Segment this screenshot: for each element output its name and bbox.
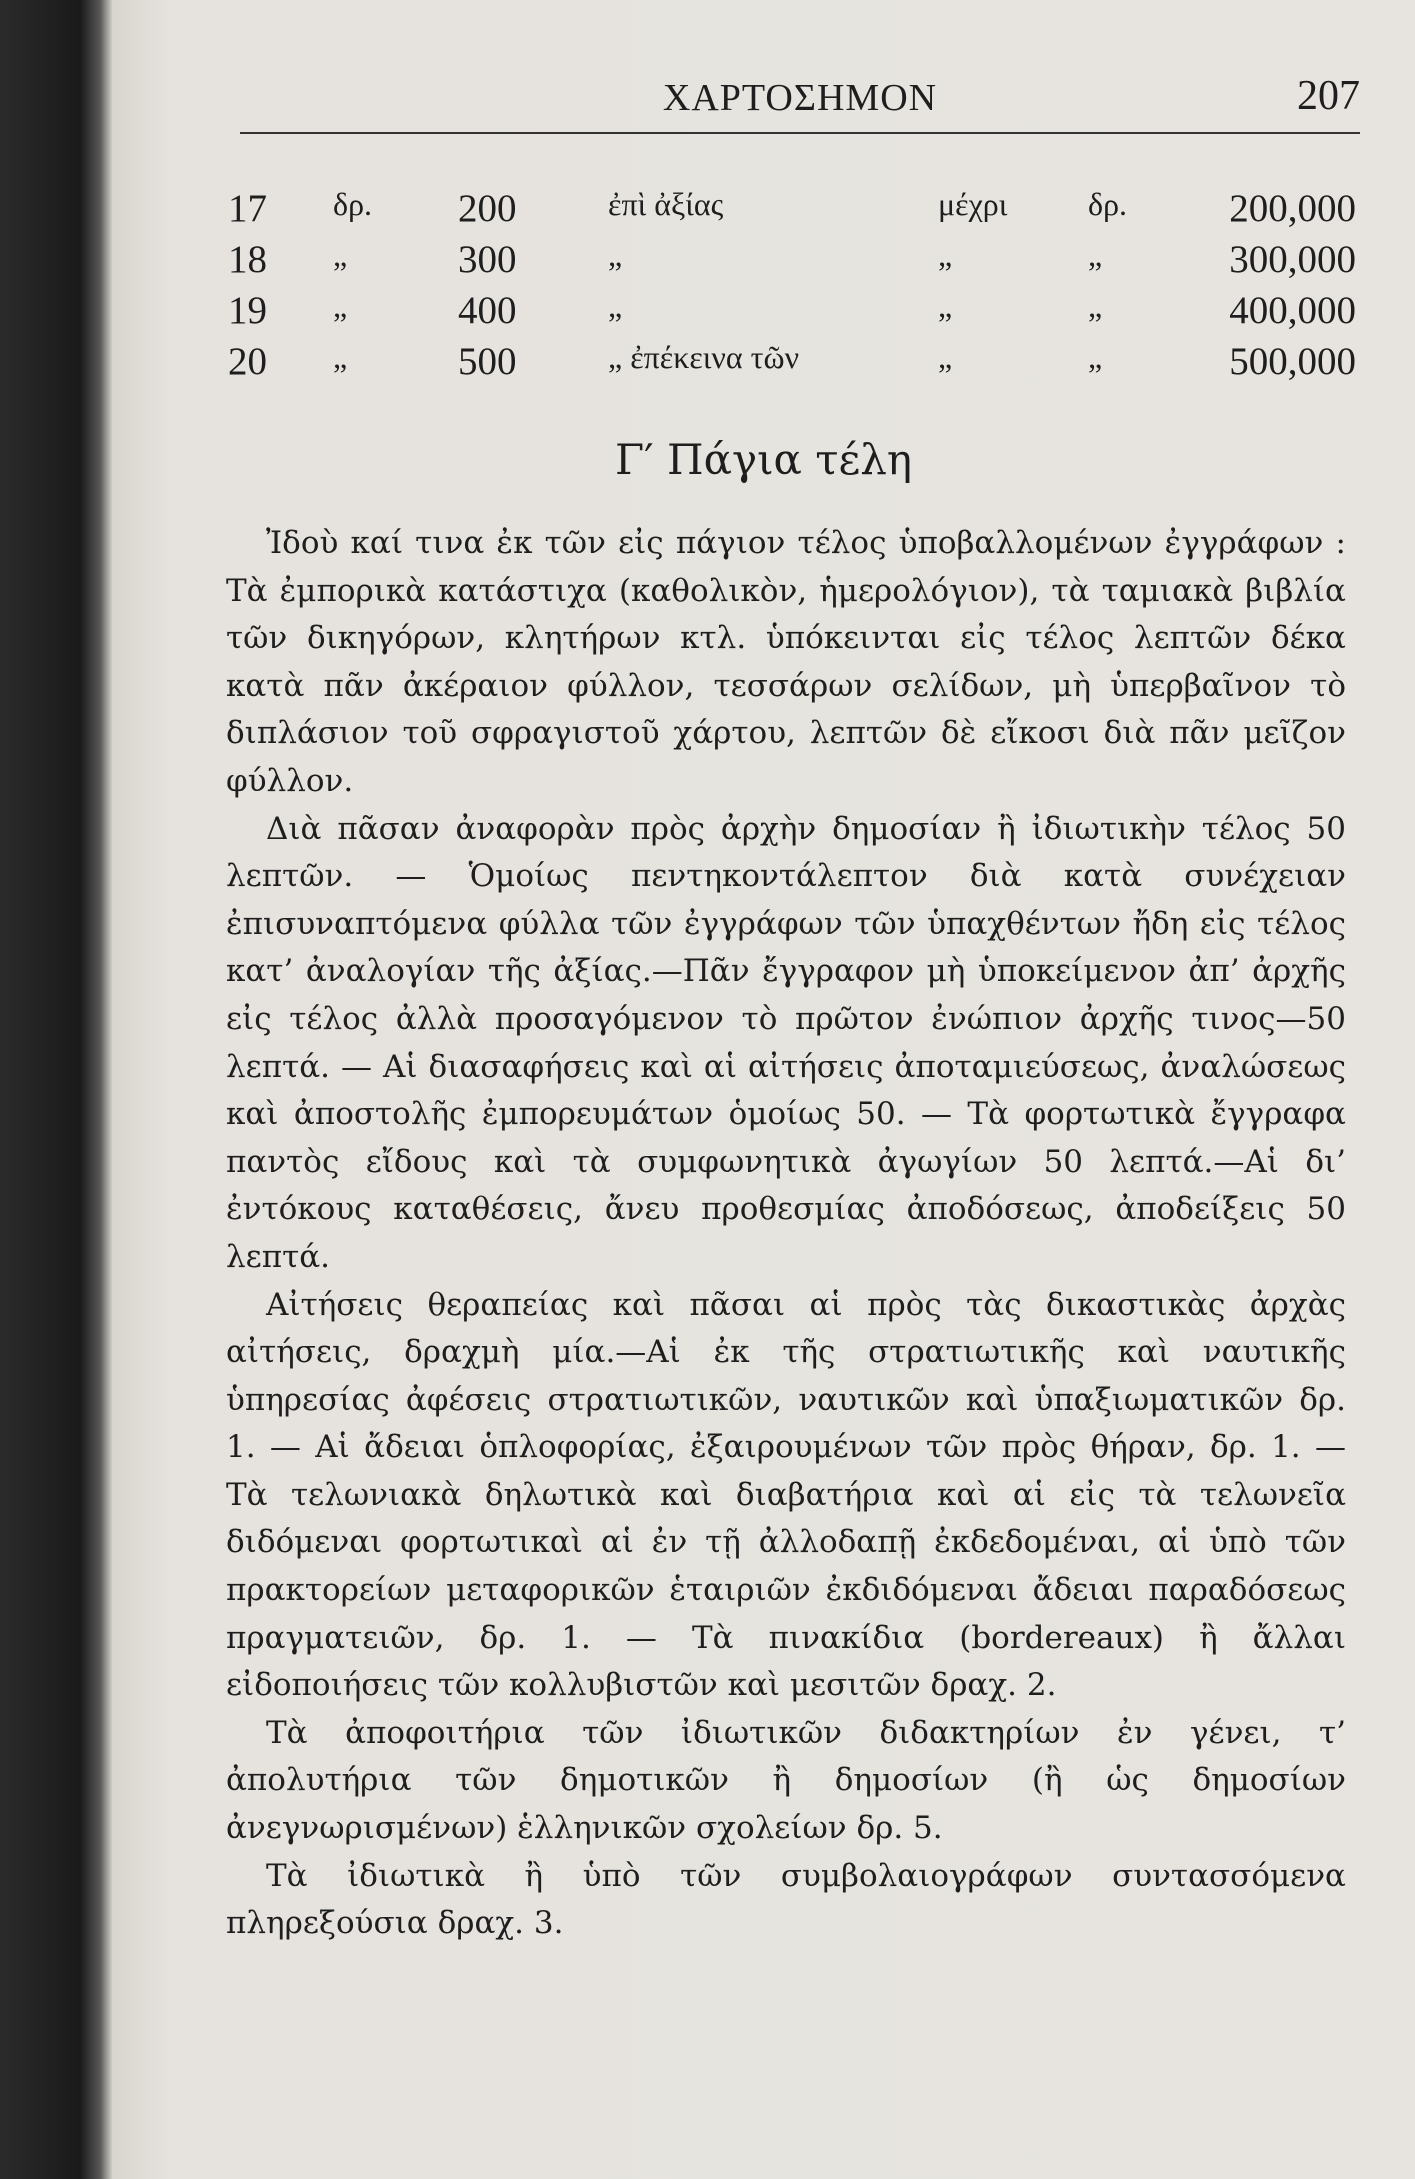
paragraph: Αἰτήσεις θεραπείας καὶ πᾶσαι αἱ πρὸς τὰς δικαστικὰς ἀρχὰς αἰτήσεις, δραχμὴ μία.—Αἱ ἐκ τῆς στρατιωτικῆς καὶ ναυτικῆς ὑπηρεσίας ἀφέσεις στρατιωτικῶν, ναυτικῶν καὶ ὑπαξιωματικῶν δρ. 1. — Αἱ ἄδειαι ὁπλοφορίας, ἐξαιρουμένων τῶν πρὸς θήραν, δρ. 1. — Τὰ τελωνιακὰ δηλωτικὰ καὶ διαβατήρια καὶ αἱ εἰς τὰ τελωνεῖα διδόμεναι φορτωτικαὶ αἱ ἐν τῇ ἀλλοδαπῇ ἐκδεδομέναι, αἱ ὑπὸ τῶν πρακτορείων μεταφορικῶν ἑταιριῶν ἐκδιδόμεναι ἄδειαι παραδόσεως πραγματειῶν, δρ. 1. — Τὰ πινακίδια (bordereaux) ἢ ἄλλαι εἰδοποιήσεις τῶν κολλυβιστῶν καὶ μεσιτῶν δραχ. 2.: [226, 1286, 1346, 1704]
row-limit: „: [938, 237, 953, 273]
table-row: [228, 237, 1356, 288]
row-limit: „: [938, 339, 953, 375]
row-value: 200: [458, 187, 517, 230]
row-number: 17: [228, 187, 267, 230]
row-value: 400: [458, 289, 517, 332]
paragraph: Τὰ ἀποφοιτήρια τῶν ἰδιωτικῶν διδακτηρίων ἐν γένει, τ’ ἀπολυτήρια τῶν δημοτικῶν ἢ δημοσίων (ἢ ὡς δημοσίων ἀνεγνωρισμένων) ἑλληνικῶν σχολείων δρ. 5.: [226, 1714, 1346, 1847]
row-prefix: ἐπὶ ἀξίας: [608, 186, 724, 222]
section-title: Γ′ Πάγια τέλη: [614, 435, 913, 484]
table-row: [228, 186, 1356, 237]
row-unit: „: [333, 339, 348, 375]
row-unit: δρ.: [333, 186, 373, 222]
running-title: ΧΑΡΤΟΣΗΜΟΝ: [662, 77, 938, 119]
paragraph: Διὰ πᾶσαν ἀναφορὰν πρὸς ἀρχὴν δημοσίαν ἢ ἰδιωτικὴν τέλος 50 λεπτῶν. — Ὁμοίως πεντηκοντάλεπτον διὰ κατὰ συνέχειαν ἐπισυναπτόμενα φύλλα τῶν ἐγγράφων τῶν ὑπαχθέντων ἤδη εἰς τέλος κατ’ ἀναλογίαν τῆς ἀξίας.—Πᾶν ἔγγραφον μὴ ὑποκείμενον ἀπ’ ἀρχῆς εἰς τέλος ἀλλὰ προσαγόμενον τὸ πρῶτον ἐνώπιον ἀρχῆς τινος—50 λεπτά. — Αἱ διασαφήσεις καὶ αἱ αἰτήσεις ἀποταμιεύσεως, ἀναλώσεως καὶ ἀποστολῆς ἐμπορευμάτων ὁμοίως 50. — Τὰ φορτωτικὰ ἔγγραφα παντὸς εἴδους καὶ τὰ συμφωνητικὰ ἀγωγίων 50 λεπτά.—Αἱ δι’ ἐντόκους καταθέσεις, ἄνευ προθεσμίας ἀποδόσεως, ἀποδείξεις 50 λεπτά.: [226, 810, 1346, 1275]
row-limit: μέχρι: [938, 186, 1008, 222]
row-unit2: „: [1088, 288, 1103, 324]
row-prefix: „: [608, 237, 623, 273]
row-unit2: δρ.: [1088, 186, 1128, 222]
row-value: 300: [458, 238, 517, 281]
body-text: [226, 520, 1346, 1948]
paragraph: Ἰδοὺ καί τινα ἐκ τῶν εἰς πάγιον τέλος ὑποβαλλομένων ἐγγράφων : Τὰ ἐμπορικὰ κατάστιχα (καθολικὸν, ἡμερολόγιον), τὰ ταμιακὰ βιβλία τῶν δικηγόρων, κλητήρων κτλ. ὑπόκεινται εἰς τέλος λεπτῶν δέκα κατὰ πᾶν ἀκέραιον φύλλον, τεσσάρων σελίδων, μὴ ὑπερβαῖνον τὸ διπλάσιον τοῦ σφραγιστοῦ χάρτου, λεπτῶν δὲ εἴκοσι διὰ πᾶν μεῖζον φύλλον.: [226, 525, 1346, 799]
table-row: [228, 339, 1356, 390]
row-amount: 400,000: [1229, 289, 1356, 332]
running-header: [240, 72, 1360, 134]
table-row: [228, 288, 1356, 339]
row-amount: 200,000: [1229, 187, 1356, 230]
page-number: 207: [1297, 73, 1360, 119]
row-number: 18: [228, 238, 267, 281]
row-limit: „: [938, 288, 953, 324]
stamp-scale-table: [228, 186, 1356, 390]
row-prefix: „ ἐπέκεινα τῶν: [608, 339, 800, 375]
paragraph: Τὰ ἰδιωτικὰ ἢ ὑπὸ τῶν συμβολαιογράφων συντασσόμενα πληρεξούσια δραχ. 3.: [226, 1857, 1346, 1942]
row-unit: „: [333, 288, 348, 324]
row-number: 19: [228, 289, 267, 332]
row-prefix: „: [608, 288, 623, 324]
book-spine-shadow: [0, 0, 112, 2179]
row-amount: 500,000: [1229, 340, 1356, 383]
row-number: 20: [228, 340, 267, 383]
row-unit2: „: [1088, 237, 1103, 273]
row-unit: „: [333, 237, 348, 273]
row-unit2: „: [1088, 339, 1103, 375]
row-amount: 300,000: [1229, 238, 1356, 281]
row-value: 500: [458, 340, 517, 383]
